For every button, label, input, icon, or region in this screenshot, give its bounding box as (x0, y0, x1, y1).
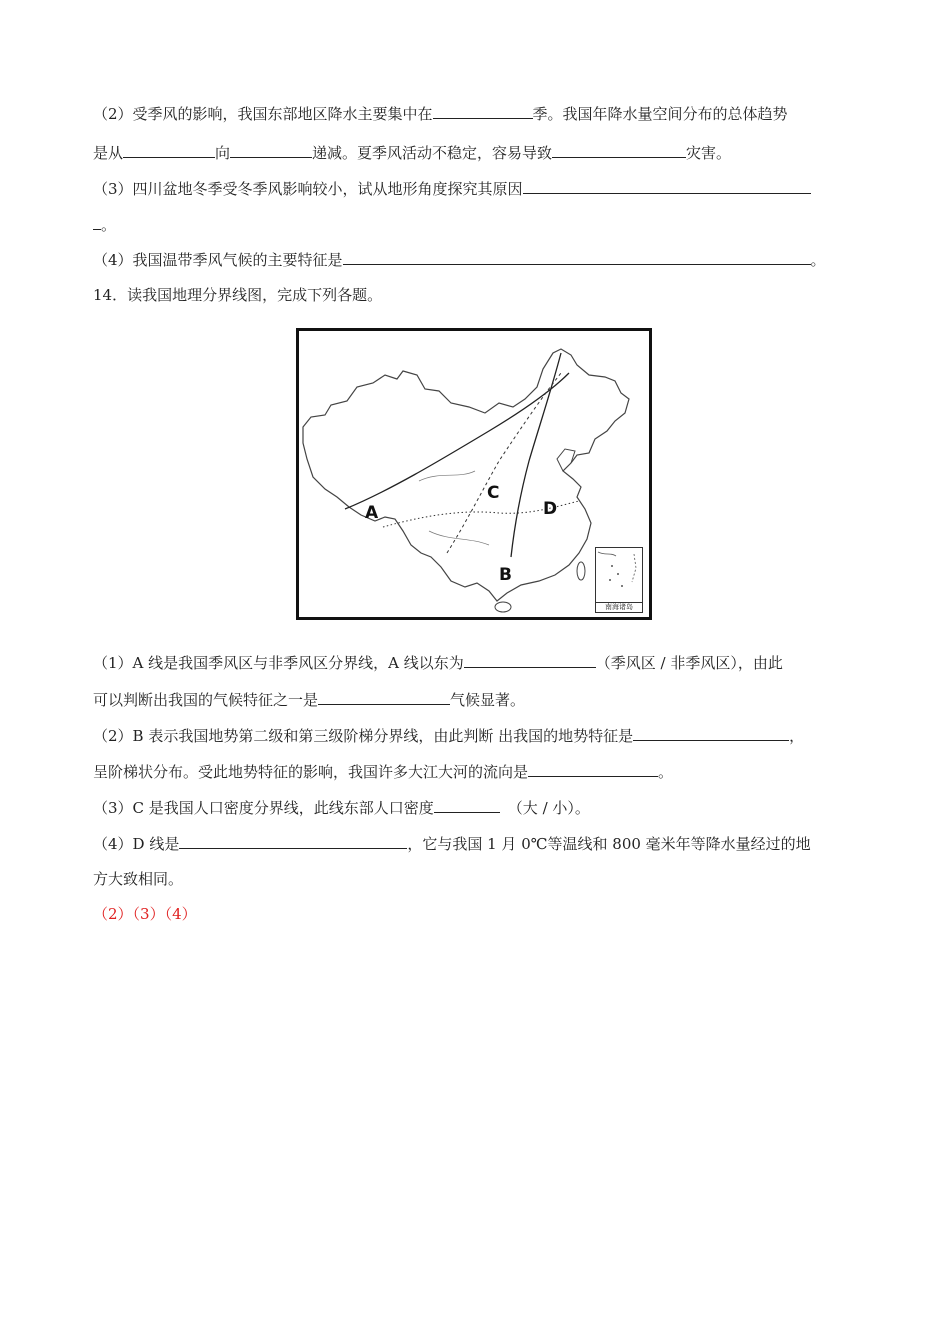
q14-part4-line1 (93, 833, 811, 854)
q14-part2-blank-terrain[interactable] (633, 725, 789, 741)
q14-part1-line1 (93, 652, 783, 673)
q13-part3-line2 (93, 214, 116, 235)
q14-part2-line1 (93, 725, 804, 746)
q13-part2-blank-disaster[interactable] (552, 142, 686, 158)
q13-part2-text-a: （2）受季风的影响，我国东部地区降水主要集中在 (93, 105, 433, 123)
q14-part3-blank-density[interactable] (434, 797, 500, 813)
q13-part3-text: （3）四川盆地冬季受冬季风影响较小，试从地形角度探究其原因 (93, 180, 523, 198)
map-label-d: D (543, 499, 558, 519)
map-label-c: C (487, 483, 500, 503)
q14-part1-text-d: 气候显著。 (450, 691, 526, 709)
q13-part4-text: （4）我国温带季风气候的主要特征是 (93, 251, 343, 269)
q13-part3-blank-reason[interactable] (523, 178, 811, 194)
q14-part1-text-b: （季风区 / 非季风区），由此 (595, 654, 783, 672)
q13-part2-text-f: 灾害。 (686, 144, 732, 162)
q13-part2-blank-season[interactable] (433, 103, 533, 119)
q14-part2-text-b: ， (789, 727, 805, 745)
inset-island (611, 565, 613, 567)
q14-part3-line1 (93, 797, 590, 818)
q14-part2-line2 (93, 761, 673, 782)
q14-part2-text-d: 。 (658, 763, 674, 781)
q14-part1-line2 (93, 689, 525, 710)
q14-part3-text-a: （3）C 是我国人口密度分界线，此线东部人口密度 (93, 799, 434, 817)
q14-part1-blank-zone[interactable] (464, 652, 596, 668)
inset-islands-drawing (596, 548, 640, 600)
south-china-sea-inset (595, 547, 643, 613)
q13-part2-text-d: 向 (215, 144, 231, 162)
q13-part3-line1 (93, 178, 811, 199)
interior-boundary (419, 471, 475, 481)
q14-part2-blank-flow[interactable] (528, 761, 658, 777)
q13-part3-blank-cont[interactable] (93, 214, 101, 230)
q13-part2-line2 (93, 142, 731, 163)
q14-title: 14．读我国地理分界线图，完成下列各题。 (93, 286, 383, 304)
q14-part1-text-c: 可以判断出我国的气候特征之一是 (93, 691, 319, 709)
inset-label: 南海诸岛 (596, 602, 642, 612)
map-label-b: B (499, 565, 512, 585)
q13-part2-line1 (93, 103, 788, 124)
inset-island (617, 573, 619, 575)
q13-part4-blank-features[interactable] (343, 249, 811, 265)
q14-part2-text-c: 呈阶梯状分布。受此地势特征的影响，我国许多大江大河的流向是 (93, 763, 529, 781)
q13-part2-text-b: 季。我国年降水量空间分布的总体趋势 (532, 105, 788, 123)
q13-part3-text-end: 。 (101, 216, 117, 234)
q14-part4-text-b: ，它与我国 1 月 0℃等温线和 800 毫米年等降水量经过的地 (407, 835, 811, 853)
taiwan-island (577, 562, 585, 580)
map-label-a: A (365, 503, 379, 523)
line-c-population-boundary (447, 373, 561, 553)
q14-part3-text-b: （大 / 小）。 (507, 799, 590, 817)
q13-part4-text-end: 。 (810, 251, 826, 269)
line-b-terrain-boundary (511, 353, 561, 557)
inset-coast (598, 552, 616, 556)
q14-part2-text-a: （2）B 表示我国地势第二级和第三级阶梯分界线，由此判断 出我国的地势特征是 (93, 727, 634, 745)
china-outline (303, 349, 629, 601)
inset-island (609, 579, 611, 581)
q13-part2-text-e: 递减。夏季风活动不稳定，容易导致 (312, 144, 553, 162)
answer-marks: （2）（3）（4） (93, 905, 197, 923)
q13-part2-blank-from[interactable] (123, 142, 215, 158)
q13-part2-text-c: 是从 (93, 144, 124, 162)
inset-island (621, 585, 623, 587)
q14-part4-blank-line[interactable] (179, 833, 407, 849)
q14-part1-text-a: （1）A 线是我国季风区与非季风区分界线，A 线以东为 (93, 654, 464, 672)
q14-part1-blank-climate[interactable] (318, 689, 450, 705)
hainan-island (495, 602, 511, 612)
inset-coast (632, 554, 636, 582)
interior-boundary (429, 531, 489, 545)
q13-part4-line1 (93, 249, 826, 270)
q14-part4-line2: 方大致相同。 (93, 870, 184, 888)
q14-part4-text-a: （4）D 线是 (93, 835, 180, 853)
q13-part2-blank-to[interactable] (230, 142, 312, 158)
china-boundary-map (296, 328, 652, 620)
